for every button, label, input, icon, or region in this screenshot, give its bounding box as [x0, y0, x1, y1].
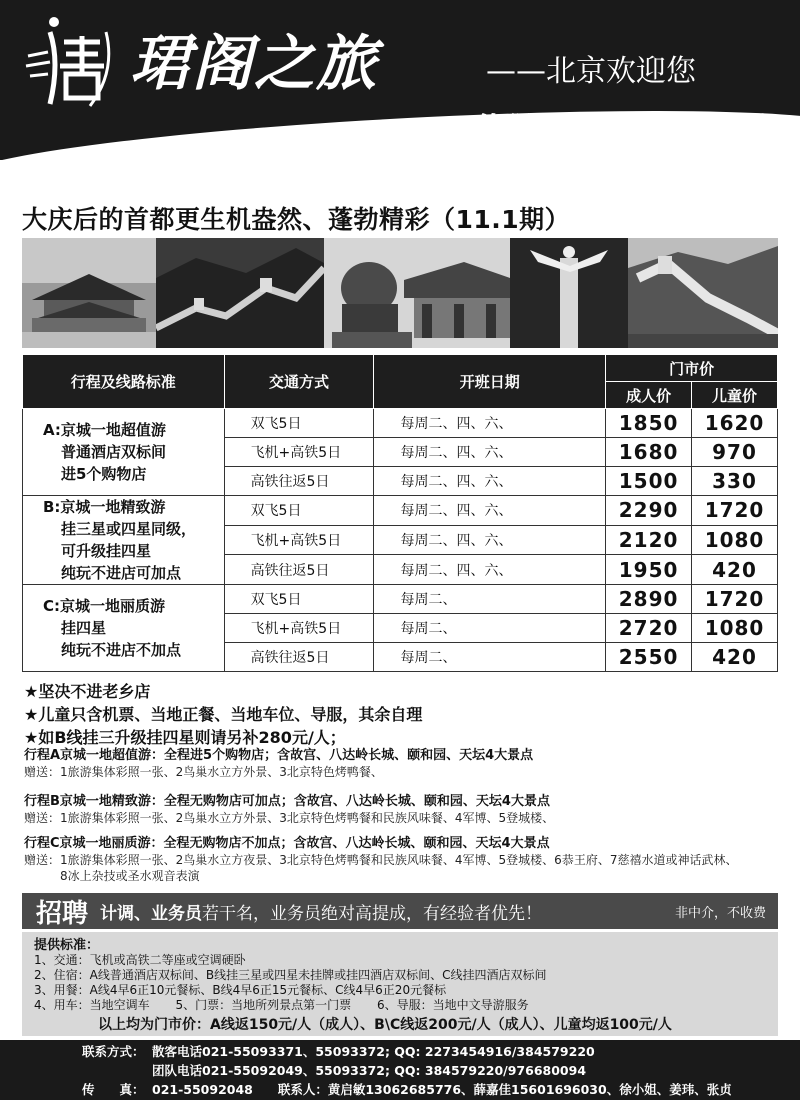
- route-line: 挂三星或四星同级，: [61, 520, 197, 538]
- dates-cell: 每周二、四、六、: [374, 525, 606, 555]
- provide-item: 1、交通：飞机或高铁二等座或空调硬卧: [34, 953, 246, 967]
- route-line: 进5个购物店: [61, 465, 147, 483]
- welcome-text: ——北京欢迎您: [486, 54, 696, 89]
- child-price: 1620: [692, 409, 778, 438]
- itinerary-b: [24, 794, 554, 826]
- itinerary-title: 行程A京城一地超值游：全程进5个购物店；含故宫、八达岭长城、颐和园、天坛4大景点: [24, 748, 534, 763]
- child-price: 420: [692, 555, 778, 585]
- transport-cell: 双飞5日: [224, 585, 374, 614]
- route-line: 可升级挂四星: [61, 542, 152, 560]
- dates-cell: 每周二、四、六、: [374, 438, 606, 467]
- itinerary-gift: 赠送：1旅游集体彩照一张、2鸟巢水立方夜景、3北京特色烤鸭餐和民族风味餐、4军博、5登城楼、6恭王府、7慈禧水道或神话武林、: [24, 853, 738, 867]
- adult-price: 1850: [606, 409, 692, 438]
- dates-cell: 每周二、四、六、: [374, 467, 606, 496]
- route-b: [23, 496, 225, 585]
- adult-price: 2550: [606, 643, 692, 672]
- dates-cell: 每周二、四、六、: [374, 496, 606, 526]
- contact-label: 联系方式：: [82, 1044, 145, 1059]
- recruit-desc: [100, 899, 542, 924]
- child-price: 970: [692, 438, 778, 467]
- brand-title: 珺阁之旅: [130, 29, 378, 99]
- dates-cell: 每周二、四、六、: [374, 555, 606, 585]
- route-a: [23, 409, 225, 496]
- note-item: ★坚决不进老乡店: [24, 682, 151, 701]
- great-wall-photo: [156, 238, 324, 348]
- transport-cell: 高铁往返5日: [224, 555, 374, 585]
- route-line: 纯玩不进店可加点: [61, 564, 182, 582]
- transport-cell: 高铁往返5日: [224, 643, 374, 672]
- rebate-summary: 以上均为门市价：A线返150元/人（成人）、B\C线返200元/人（成人）、儿童均返100元/人: [98, 1017, 672, 1033]
- itinerary-gift: 8冰上杂技或圣水观音表演: [60, 869, 200, 883]
- provide-item: 2、住宿：A线普通酒店双标间、B线挂三星或四星未挂牌或挂四酒店双标间、C线挂四酒店双标间: [34, 968, 547, 982]
- itinerary-c: [24, 836, 737, 884]
- price-table: [22, 354, 778, 672]
- child-price: 1720: [692, 585, 778, 614]
- provide-heading: 提供标准：: [34, 938, 100, 953]
- transport-cell: 高铁往返5日: [224, 467, 374, 496]
- route-c: [23, 585, 225, 672]
- fax-contacts: 021-55092048 联系人：黄启敏13062685776、薛嘉佳15601696030、徐小姐、姜玮、张贞: [152, 1082, 732, 1097]
- adult-price: 2890: [606, 585, 692, 614]
- header-route: 行程及线路标准: [23, 355, 225, 409]
- photo-strip: [22, 238, 778, 348]
- recruit-positions: 计调、业务员: [100, 903, 203, 924]
- adult-price: 1680: [606, 438, 692, 467]
- adult-price: 2720: [606, 614, 692, 643]
- transport-cell: 双飞5日: [224, 496, 374, 526]
- recruit-note: 非中介，不收费: [674, 905, 766, 921]
- fax-label: 传 真：: [82, 1082, 145, 1097]
- route-line: A:京城一地超值游: [43, 421, 166, 439]
- retail-phone: 散客电话021-55093371、55093372; QQ: 2273454916/384579220: [152, 1044, 595, 1059]
- header-banner: [0, 0, 800, 160]
- child-price: 420: [692, 643, 778, 672]
- transport-cell: 飞机+高铁5日: [224, 438, 374, 467]
- dates-cell: 每周二、: [374, 585, 606, 614]
- child-price: 330: [692, 467, 778, 496]
- route-line: C:京城一地丽质游: [43, 597, 166, 615]
- recruit-text: 若干名，业务员绝对高提成，有经验者优先！: [202, 903, 543, 924]
- headline: 大庆后的首都更生机盎然、蓬勃精彩（11.1期）: [22, 205, 571, 234]
- footer-contacts: [0, 1040, 800, 1100]
- provide-standards: [22, 932, 778, 1036]
- header-dates: 开班日期: [374, 355, 606, 409]
- itinerary-title: 行程B京城一地精致游：全程无购物店可加点；含故宫、八达岭长城、颐和园、天坛4大景点: [24, 794, 550, 809]
- note-item: ★儿童只含机票、当地正餐、当地车位、导服，其余自理: [24, 705, 423, 724]
- recruit-bar: [22, 893, 778, 929]
- route-line: 普通酒店双标间: [61, 443, 167, 461]
- adult-price: 2290: [606, 496, 692, 526]
- child-price: 1080: [692, 614, 778, 643]
- header-child: 儿童价: [692, 382, 778, 409]
- provide-item: 6、导服：当地中文导游服务: [376, 998, 529, 1012]
- dates-cell: 每周二、: [374, 643, 606, 672]
- route-line: 挂四星: [61, 619, 107, 637]
- slogan: 值得您信赖的合作伙伴: [470, 111, 771, 144]
- recruit-title: 招聘: [36, 898, 89, 929]
- notes: [24, 680, 422, 749]
- note-item: ★如B线挂三升级挂四星则请另补280元/人；: [24, 728, 346, 747]
- transport-cell: 飞机+高铁5日: [224, 614, 374, 643]
- itinerary-a: [24, 748, 533, 780]
- brand-logo-icon: [20, 12, 112, 108]
- great-wall-2-photo: [628, 238, 778, 348]
- huabiao-photo: [510, 238, 628, 348]
- dates-cell: 每周二、四、六、: [374, 409, 606, 438]
- adult-price: 1950: [606, 555, 692, 585]
- route-line: B:京城一地精致游: [43, 498, 166, 516]
- provide-row4: [34, 998, 778, 1013]
- provide-item: 3、用餐：A线4早6正10元餐标、B线4早6正15元餐标、C线4早6正20元餐标: [34, 983, 447, 997]
- child-price: 1720: [692, 496, 778, 526]
- header-transport: 交通方式: [224, 355, 374, 409]
- dates-cell: 每周二、: [374, 614, 606, 643]
- stone-lion-photo: [324, 238, 510, 348]
- itinerary-title: 行程C京城一地丽质游：全程无购物店不加点；含故宫、八达岭长城、颐和园、天坛4大景点: [24, 836, 550, 851]
- itinerary-gift: 赠送：1旅游集体彩照一张、2鸟巢水立方外景、3北京特色烤鸭餐、: [24, 765, 383, 779]
- provide-item: 5、门票：当地所列景点第一门票: [175, 998, 352, 1012]
- child-price: 1080: [692, 525, 778, 555]
- provide-item: 4、用车：当地空调车: [34, 998, 150, 1012]
- adult-price: 1500: [606, 467, 692, 496]
- group-phone: 团队电话021-55092049、55093372; QQ: 384579220/976680094: [152, 1063, 587, 1078]
- route-line: 纯玩不进店不加点: [61, 641, 182, 659]
- header-adult: 成人价: [606, 382, 692, 409]
- adult-price: 2120: [606, 525, 692, 555]
- transport-cell: 飞机+高铁5日: [224, 525, 374, 555]
- header-price-group: 门市价: [606, 355, 778, 382]
- transport-cell: 双飞5日: [224, 409, 374, 438]
- palace-photo: [22, 238, 156, 348]
- itinerary-gift: 赠送：1旅游集体彩照一张、2鸟巢水立方外景、3北京特色烤鸭餐和民族风味餐、4军博、5登城楼、: [24, 811, 555, 825]
